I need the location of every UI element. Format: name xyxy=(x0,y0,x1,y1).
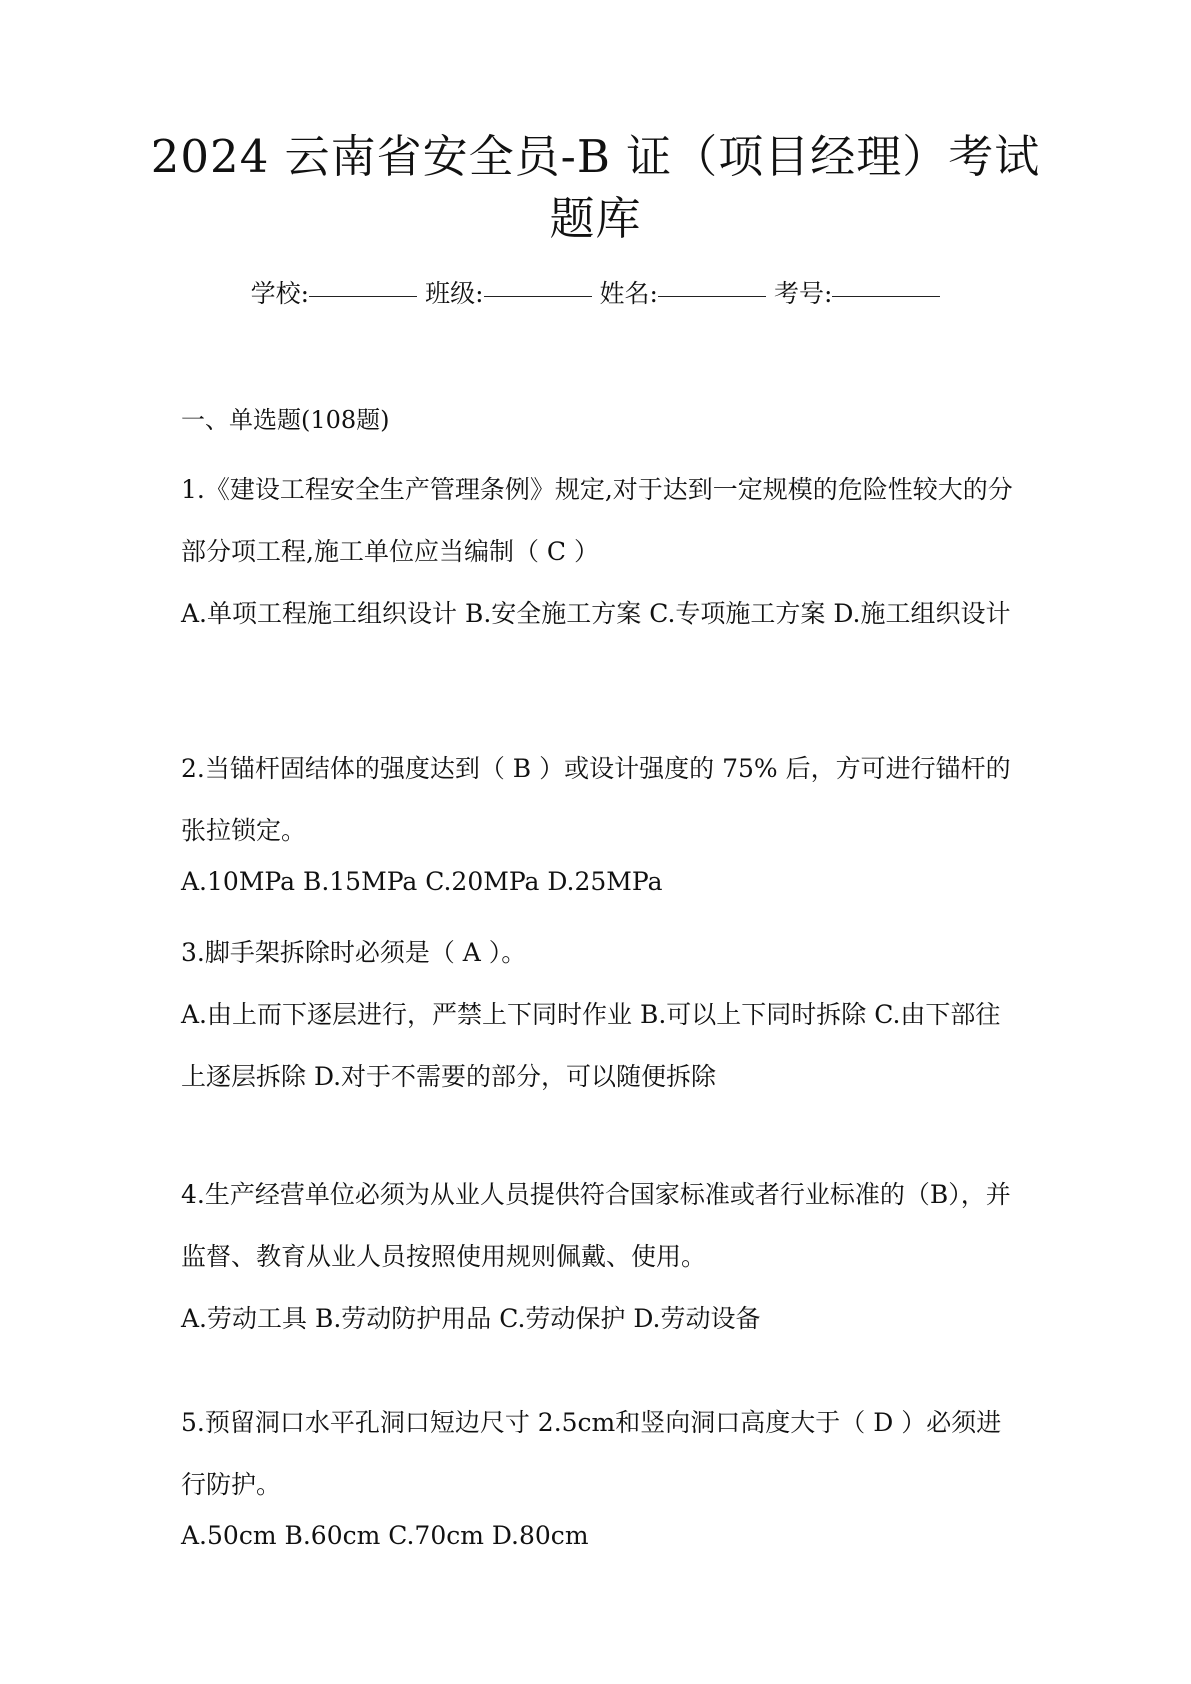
school-blank xyxy=(309,296,417,297)
question-3-options: A.由上而下逐层进行，严禁上下同时作业 B.可以上下同时拆除 C.由下部往上逐层拆除 D.对于不需要的部分，可以随便拆除 xyxy=(181,1000,1001,1091)
question-2 xyxy=(181,738,1021,902)
question-4-stem: 4.生产经营单位必须为从业人员提供符合国家标准或者行业标准的（B），并监督、教育从业人员按照使用规则佩戴、使用。 xyxy=(181,1180,1011,1271)
question-3 xyxy=(181,922,1021,1108)
question-2-options: A.10MPa B.15MPa C.20MPa D.25MPa xyxy=(181,867,663,896)
name-blank xyxy=(658,296,766,297)
name-field xyxy=(600,279,766,308)
question-5-options: A.50cm B.60cm C.70cm D.80cm xyxy=(181,1521,589,1550)
class-blank xyxy=(484,296,592,297)
question-4-options: A.劳动工具 B.劳动防护用品 C.劳动保护 D.劳动设备 xyxy=(181,1304,761,1333)
question-2-stem: 2.当锚杆固结体的强度达到（ B ）或设计强度的 75% 后，方可进行锚杆的张拉锁定。 xyxy=(181,754,1011,845)
question-5 xyxy=(181,1392,1021,1556)
class-field xyxy=(425,279,591,308)
school-field xyxy=(251,279,417,308)
student-info-row xyxy=(0,276,1191,312)
document-title xyxy=(0,126,1191,250)
question-1-stem: 1.《建设工程安全生产管理条例》规定,对于达到一定规模的危险性较大的分部分项工程,施工单位应当编制（ C ） xyxy=(181,475,1013,566)
question-4 xyxy=(181,1164,1021,1350)
section-heading: 一、单选题(108题) xyxy=(181,406,390,434)
exam-number-blank xyxy=(832,296,940,297)
question-1 xyxy=(181,459,1021,645)
class-label: 班级: xyxy=(425,279,484,308)
question-5-stem: 5.预留洞口水平孔洞口短边尺寸 2.5cm和竖向洞口高度大于（ D ）必须进行防护。 xyxy=(181,1408,1002,1499)
exam-number-field xyxy=(774,279,940,308)
name-label: 姓名: xyxy=(599,279,658,308)
question-3-stem: 3.脚手架拆除时必须是（ A ）。 xyxy=(181,938,527,967)
question-1-options: A.单项工程施工组织设计 B.安全施工方案 C.专项施工方案 D.施工组织设计 xyxy=(181,599,1011,628)
school-label: 学校: xyxy=(250,279,310,308)
title-line-2: 题库 xyxy=(549,192,642,245)
title-line-1: 2024 云南省安全员-B 证（项目经理）考试 xyxy=(150,130,1041,183)
exam-number-label: 考号: xyxy=(773,279,833,308)
